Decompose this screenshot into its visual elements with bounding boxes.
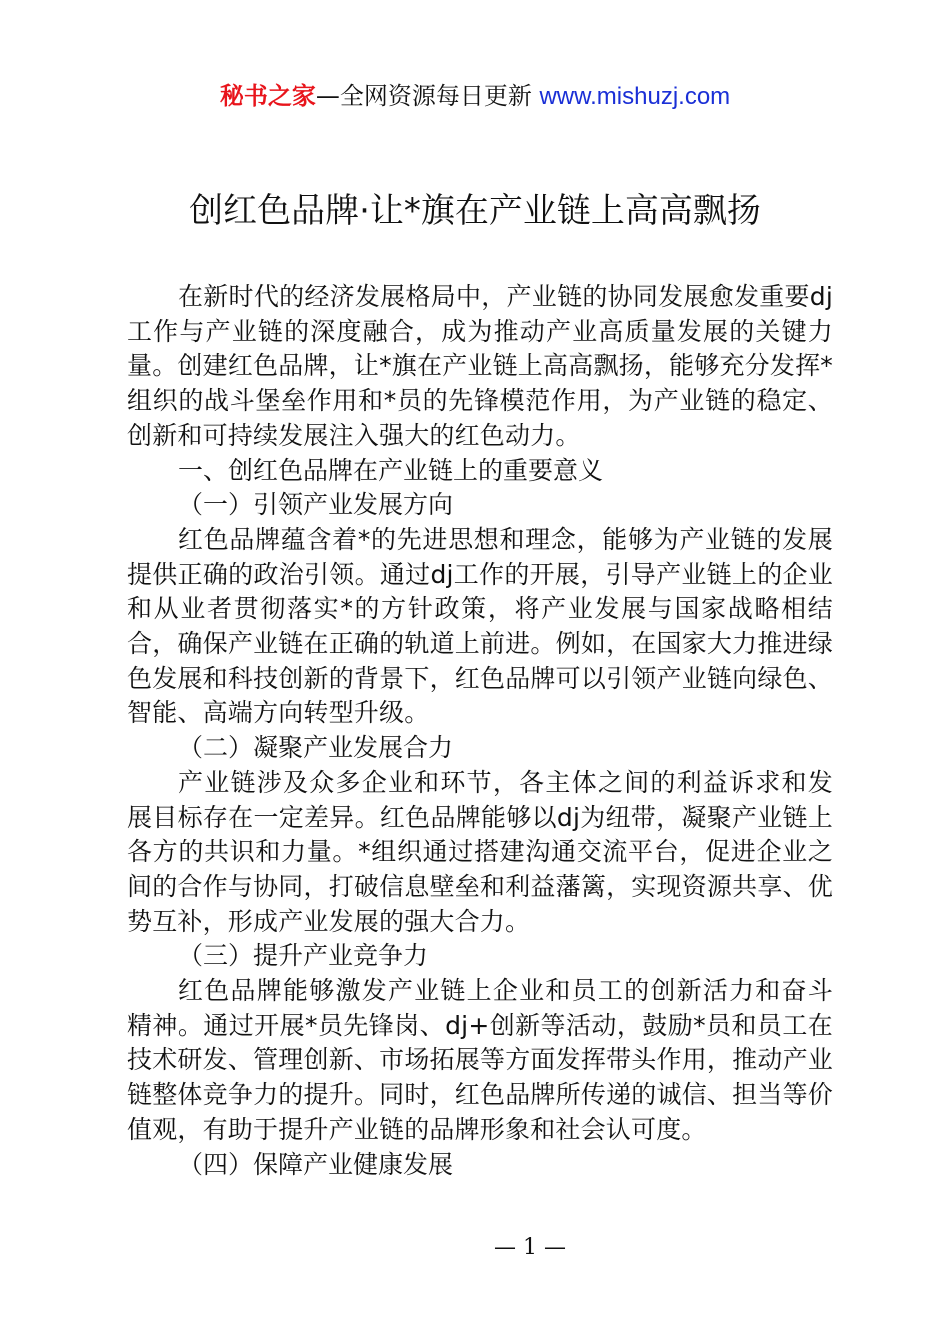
section-heading-1: 一、创红色品牌在产业链上的重要意义	[178, 455, 604, 485]
page-number: — 1 —	[494, 1235, 566, 1260]
subsection-heading-2: （二）凝聚产业发展合力	[178, 733, 454, 763]
document-title: 创红色品牌·让*旗在产业链上高高飘扬	[189, 191, 761, 231]
paragraph-1: 红色品牌蕴含着*的先进思想和理念，能够为产业链的发展提供正确的政治引领。通过dj工作的开展，引导产业链上的企业和从业者贯彻落实*的方针政策，将产业发展与国家战略相结合，确保产业链在正确的轨道上前进。例如，在国家大力推进绿色发展和科技创新的背景下，红色品牌可以引领产业链向绿色、智能、高端方向转型升级。	[127, 524, 833, 728]
paragraph-3: 红色品牌能够激发产业链上企业和员工的创新活力和奋斗精神。通过开展*员先锋岗、dj+创新等活动，鼓励*员和员工在技术研发、管理创新、市场拓展等方面发挥带头作用，推动产业链整体竞争力的提升。同时，红色品牌所传递的诚信、担当等价值观，有助于提升产业链的品牌形象和社会认可度。	[127, 976, 833, 1144]
site-banner	[0, 78, 950, 115]
paragraph-2: 产业链涉及众多企业和环节，各主体之间的利益诉求和发展目标存在一定差异。红色品牌能够以dj为纽带，凝聚产业链上各方的共识和力量。*组织通过搭建沟通交流平台，促进企业之间的合作与协同，打破信息壁垒和利益藩篱，实现资源共享、优势互补，形成产业发展的强大合力。	[127, 767, 833, 936]
subsection-heading-1: （一）引领产业发展方向	[178, 490, 454, 520]
site-tagline: —全网资源每日更新	[315, 82, 532, 110]
subsection-heading-4: （四）保障产业健康发展	[178, 1149, 454, 1179]
document-body	[127, 280, 833, 1182]
site-brand: 秘书之家	[219, 82, 316, 110]
subsection-heading-3: （三）提升产业竞争力	[178, 941, 429, 971]
paragraph-intro: 在新时代的经济发展格局中，产业链的协同发展愈发重要dj工作与产业链的深度融合，成为推动产业高质量发展的关键力量。创建红色品牌，让*旗在产业链上高高飘扬，能够充分发挥*组织的战斗堡垒作用和*员的先锋模范作用，为产业链的稳定、创新和可持续发展注入强大的红色动力。	[127, 282, 833, 450]
site-url-link[interactable]: www.mishuzj.com	[539, 83, 731, 110]
